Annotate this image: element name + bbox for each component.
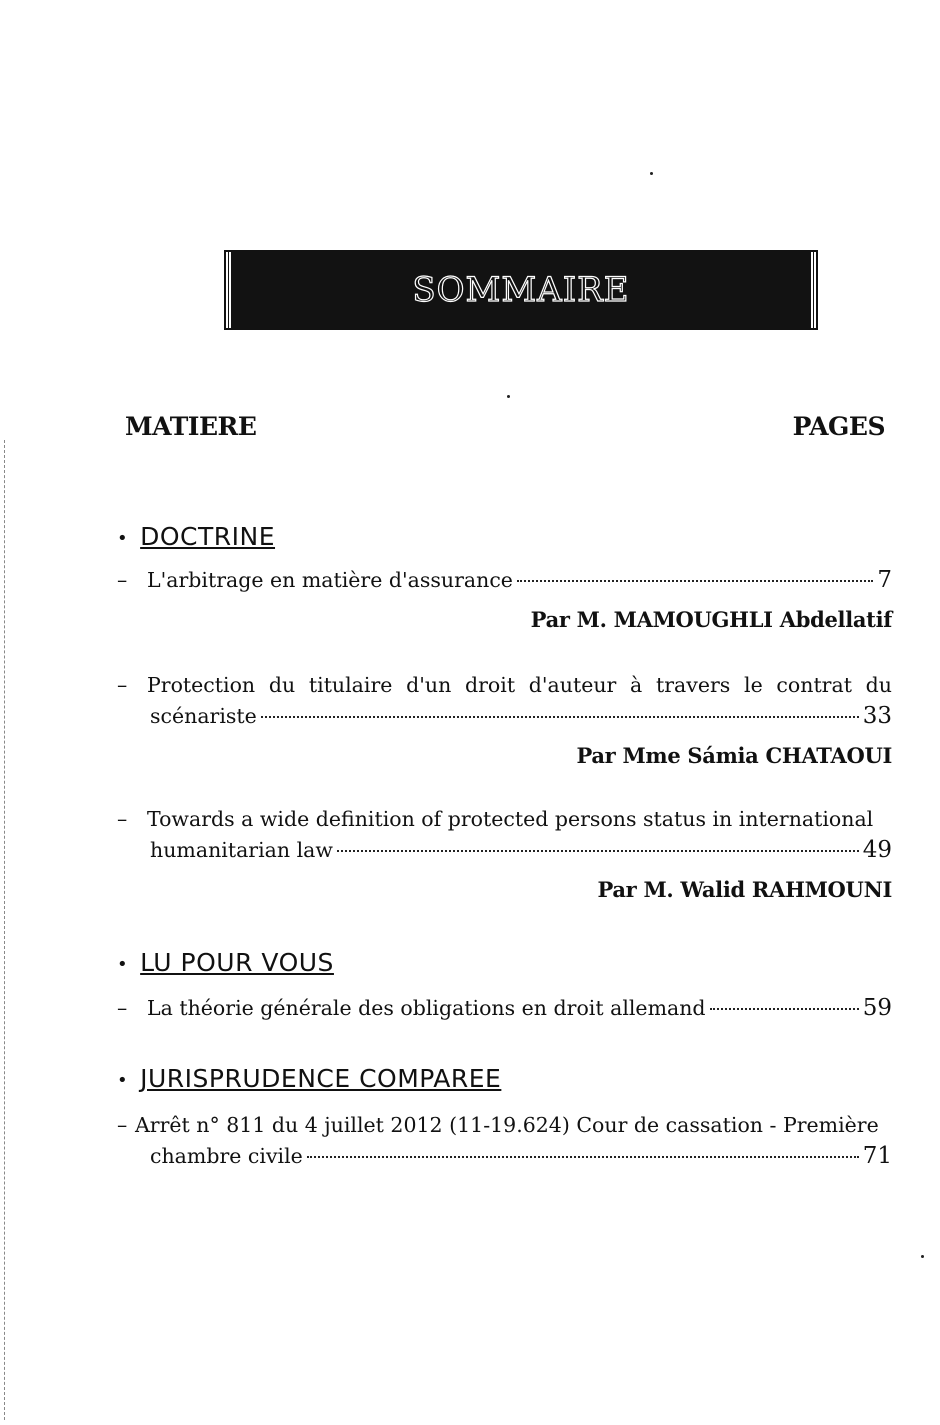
toc-entry bbox=[117, 1110, 892, 1172]
entry-title[interactable]: Arrêt n° 811 du 4 juillet 2012 (11-19.624) Cour de cassation - Première bbox=[135, 1113, 879, 1137]
section-heading-jurisprudence: • JURISPRUDENCE COMPAREE bbox=[117, 1064, 502, 1093]
toc-entry bbox=[117, 993, 892, 1024]
dash-icon: – bbox=[117, 673, 128, 697]
scan-speck bbox=[507, 395, 510, 398]
entry-page[interactable]: 71 bbox=[862, 1143, 892, 1169]
entry-page[interactable]: 7 bbox=[877, 567, 892, 593]
entry-title-continued[interactable]: chambre civile bbox=[150, 1144, 303, 1168]
dot-leader bbox=[307, 1156, 859, 1158]
entry-title[interactable]: Protection du titulaire d'un droit d'auteur à travers le contrat du bbox=[147, 673, 892, 697]
page-title: SOMMAIRE bbox=[412, 270, 630, 310]
column-header-matter: MATIERE bbox=[125, 412, 257, 441]
entry-title[interactable]: La théorie générale des obligations en droit allemand bbox=[147, 996, 706, 1020]
toc-entry bbox=[117, 670, 892, 732]
entry-title-continued[interactable]: humanitarian law bbox=[150, 838, 333, 862]
entry-title[interactable]: Towards a wide definition of protected persons status in international bbox=[147, 807, 874, 831]
entry-page[interactable]: 59 bbox=[862, 995, 892, 1021]
dash-icon: – bbox=[117, 1113, 128, 1137]
dot-leader bbox=[261, 716, 859, 718]
dash-icon: – bbox=[117, 807, 128, 831]
bullet-icon: • bbox=[117, 527, 129, 549]
scan-speck bbox=[650, 172, 653, 175]
dash-icon: – bbox=[117, 568, 128, 592]
entry-page[interactable]: 33 bbox=[862, 703, 892, 729]
sommaire-banner bbox=[226, 252, 816, 328]
toc-entry bbox=[117, 565, 892, 596]
entry-page[interactable]: 49 bbox=[862, 837, 892, 863]
section-heading-lu-pour-vous: • LU POUR VOUS bbox=[117, 948, 334, 977]
dot-leader bbox=[337, 850, 859, 852]
bullet-icon: • bbox=[117, 953, 129, 975]
entry-author: Par M. Walid RAHMOUNI bbox=[597, 877, 892, 902]
dot-leader bbox=[710, 1008, 859, 1010]
scan-edge-artifact bbox=[4, 440, 7, 1420]
entry-author: Par M. MAMOUGHLI Abdellatif bbox=[530, 607, 892, 632]
dot-leader bbox=[517, 580, 873, 582]
entry-author: Par Mme Sámia CHATAOUI bbox=[576, 743, 892, 768]
entry-title[interactable]: L'arbitrage en matière d'assurance bbox=[147, 568, 513, 592]
toc-entry bbox=[117, 804, 892, 866]
section-heading-doctrine: • DOCTRINE bbox=[117, 522, 276, 551]
column-header-pages: PAGES bbox=[792, 412, 885, 441]
dash-icon: – bbox=[117, 996, 128, 1020]
entry-title-continued[interactable]: scénariste bbox=[150, 704, 257, 728]
scan-speck bbox=[921, 1255, 924, 1258]
bullet-icon: • bbox=[117, 1069, 129, 1091]
